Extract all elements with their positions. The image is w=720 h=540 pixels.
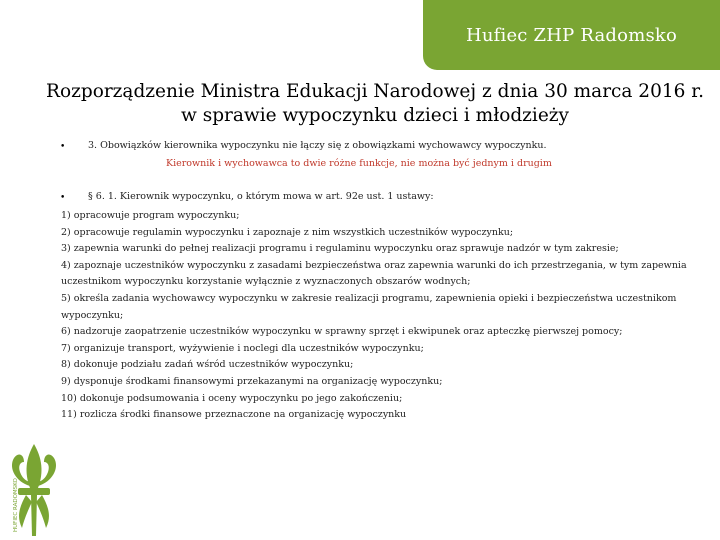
duties-list bbox=[61, 208, 701, 424]
item-3-text: 3. Obowiązków kierownika wypoczynku nie łączy się z obowiązkami wychowawcy wypoczynku. bbox=[88, 140, 547, 151]
bullet-marker: • bbox=[60, 142, 66, 152]
list-item: 5) określa zadania wychowawcy wypoczynku w zakresie realizacji programu, zapewnienia opieki i bezpieczeństwa uczestnikom wypoczynku; bbox=[61, 292, 677, 321]
fleur-de-lis-icon bbox=[4, 436, 62, 540]
list-item: 10) dokonuje podsumowania i oceny wypoczynku po jego zakończeniu; bbox=[61, 392, 403, 404]
list-item: 2) opracowuje regulamin wypoczynku i zapoznaje z nim wszystkich uczestników wypoczynku; bbox=[61, 226, 514, 238]
section-6-heading: § 6. 1. Kierownik wypoczynku, o którym mowa w art. 92e ust. 1 ustawy: bbox=[88, 191, 434, 202]
title-line-2: w sprawie wypoczynku dzieci i młodzieży bbox=[181, 105, 569, 126]
list-item: 1) opracowuje program wypoczynku; bbox=[61, 210, 240, 221]
list-item: 6) nadzoruje zaopatrzenie uczestników wypoczynku w sprawny sprzęt i ekwipunek oraz apteczkę pierwszej pomocy; bbox=[61, 326, 623, 338]
logo-text: HUFIEC RADOMSKO bbox=[13, 478, 19, 532]
highlight-note: Kierownik i wychowawca to dwie różne funkcje, nie można być jednym i drugim bbox=[166, 158, 552, 169]
bullet-marker: • bbox=[60, 193, 66, 203]
list-item: 4) zapoznaje uczestników wypoczynku z zasadami bezpieczeństwa oraz zapewnia warunki do ich przestrzegania, w tym zapewnia uczestnikom wypoczynku korzystanie wyłącznie z wyznaczonych obszarów wodnych; bbox=[61, 259, 687, 288]
banner-title: Hufiec ZHP Radomsko bbox=[465, 24, 678, 46]
title-line-1: Rozporządzenie Ministra Edukacji Narodowej z dnia 30 marca 2016 r. bbox=[46, 81, 704, 102]
list-item: 3) zapewnia warunki do pełnej realizacji programu i regulaminu wypoczynku oraz sprawuje nadzór w tym zakresie; bbox=[61, 243, 619, 255]
page-title bbox=[30, 80, 720, 128]
header-banner bbox=[423, 0, 720, 70]
list-item: 8) dokonuje podziału zadań wśród uczestników wypoczynku; bbox=[61, 359, 354, 371]
list-item: 11) rozlicza środki finansowe przeznaczone na organizację wypoczynku bbox=[61, 409, 407, 421]
list-item: 7) organizuje transport, wyżywienie i noclegi dla uczestników wypoczynku; bbox=[61, 342, 424, 354]
list-item: 9) dysponuje środkami finansowymi przekazanymi na organizację wypoczynku; bbox=[61, 375, 443, 387]
